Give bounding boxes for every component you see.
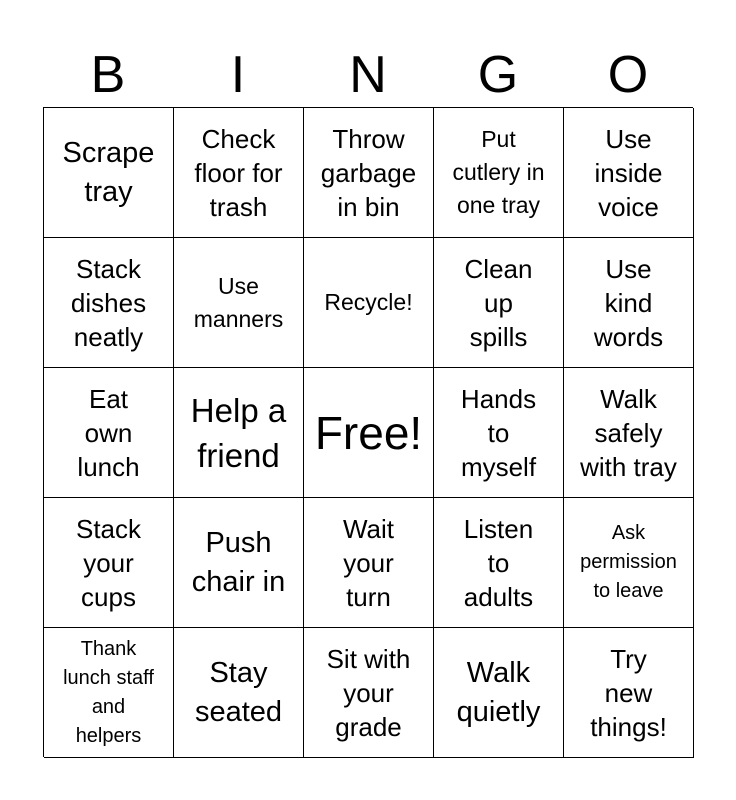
bingo-cell[interactable] [44, 238, 174, 368]
bingo-cell-text: Ask permission to leave [580, 522, 677, 602]
bingo-cell-free[interactable] [304, 368, 434, 498]
header-letter-b: B [90, 46, 126, 104]
bingo-grid [43, 107, 693, 757]
bingo-cell[interactable] [434, 498, 564, 628]
bingo-cell[interactable] [44, 628, 174, 758]
bingo-cell-text: Walk safely with tray [580, 383, 677, 482]
bingo-cell[interactable] [174, 368, 304, 498]
bingo-cell[interactable] [304, 108, 434, 238]
bingo-cell-text: Walk quietly [456, 656, 541, 728]
bingo-cell-text: Stay seated [194, 656, 283, 728]
bingo-cell[interactable] [564, 238, 694, 368]
header-letter-g: G [477, 46, 519, 104]
bingo-cell[interactable] [564, 498, 694, 628]
bingo-cell[interactable] [564, 628, 694, 758]
bingo-cell[interactable] [44, 368, 174, 498]
bingo-cell[interactable] [564, 368, 694, 498]
bingo-cell-text: Use manners [193, 272, 284, 332]
bingo-cell[interactable] [434, 238, 564, 368]
bingo-header [43, 44, 693, 106]
bingo-cell-text: Scrape tray [62, 136, 155, 208]
bingo-cell-text: Put cutlery in one tray [452, 126, 545, 218]
bingo-cell-text: Wait your turn [342, 513, 395, 612]
bingo-cell-text: Use kind words [593, 253, 664, 352]
bingo-cell[interactable] [304, 498, 434, 628]
bingo-cell-text: Stack dishes neatly [70, 253, 147, 352]
bingo-cell[interactable] [564, 108, 694, 238]
bingo-cell-text: Throw garbage in bin [320, 123, 417, 222]
header-letter-i: I [230, 46, 246, 104]
bingo-cell-text: Stack your cups [75, 513, 142, 612]
header-letter-n: N [349, 46, 387, 104]
bingo-cell[interactable] [174, 498, 304, 628]
bingo-cell[interactable] [44, 498, 174, 628]
bingo-cell-text: Use inside voice [594, 123, 663, 222]
bingo-cell[interactable] [434, 368, 564, 498]
bingo-cell-text: Listen to adults [463, 513, 534, 612]
header-letter-o: O [607, 46, 649, 104]
bingo-cell[interactable] [44, 108, 174, 238]
bingo-cell-text: Thank lunch staff and helpers [63, 637, 154, 747]
bingo-cell-text: Try new things! [590, 643, 667, 742]
bingo-cell-text: Check floor for trash [194, 123, 283, 222]
bingo-cell-text: Eat own lunch [77, 383, 140, 482]
bingo-cell-text: Clean up spills [464, 253, 533, 352]
bingo-cell[interactable] [174, 628, 304, 758]
bingo-cell-text: Hands to myself [460, 383, 537, 482]
bingo-cell-text: Recycle! [324, 289, 413, 315]
bingo-cell[interactable] [434, 108, 564, 238]
bingo-cell[interactable] [174, 238, 304, 368]
bingo-cell-text: Sit with your grade [326, 643, 411, 742]
bingo-cell[interactable] [304, 628, 434, 758]
bingo-cell[interactable] [174, 108, 304, 238]
bingo-cell-text: Help a friend [190, 391, 287, 474]
bingo-cell-text: Push chair in [191, 526, 286, 598]
bingo-cell[interactable] [304, 238, 434, 368]
bingo-cell[interactable] [434, 628, 564, 758]
bingo-cell-text: Free! [314, 406, 423, 459]
